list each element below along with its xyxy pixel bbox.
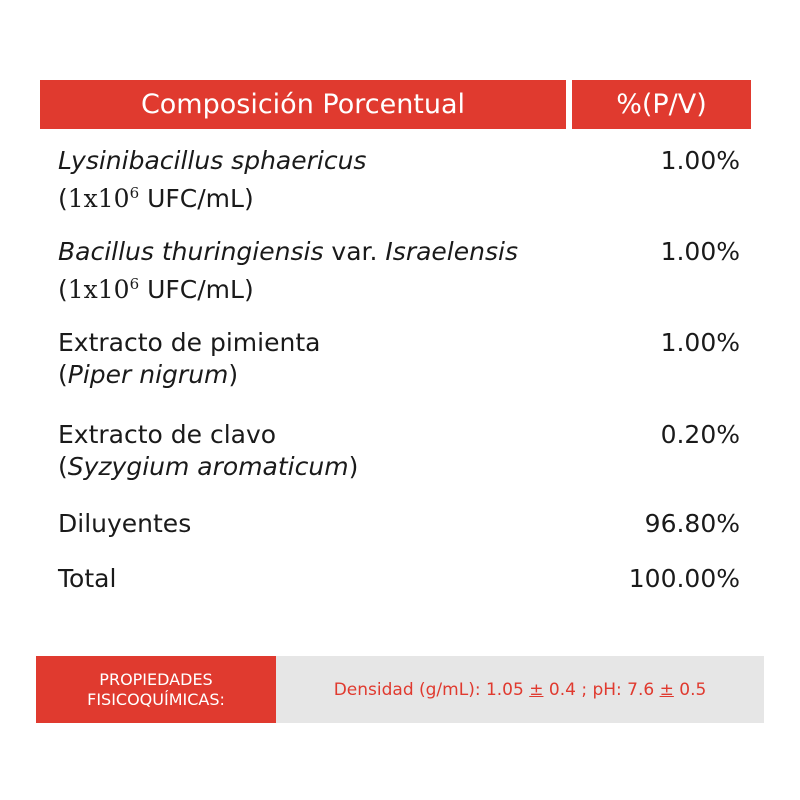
concentration-exponent: 6 bbox=[129, 275, 140, 293]
density-tolerance-ph: 0.4 ; pH: 7.6 bbox=[548, 679, 655, 700]
density-plus-minus: ± bbox=[529, 679, 544, 700]
ingredient-percentage: 96.80% bbox=[644, 509, 740, 538]
ingredient-common-name: Extracto de pimienta bbox=[58, 328, 321, 357]
ingredient-scientific-name: Syzygium aromaticum bbox=[67, 452, 349, 481]
properties-values bbox=[276, 656, 764, 723]
ingredient-name: Lysinibacillus sphaericus ($1x10^6$ UFC/mL) bbox=[58, 146, 367, 213]
density-label: Densidad (g/mL): 1.05 bbox=[333, 679, 524, 700]
physicochemical-properties-bar bbox=[36, 656, 764, 723]
properties-label-box bbox=[36, 656, 276, 723]
percentage-header bbox=[572, 80, 751, 129]
concentration-base: 1x10 bbox=[67, 275, 130, 304]
total-percentage: 100.00% bbox=[628, 564, 740, 593]
concentration-base: 1x10 bbox=[67, 184, 130, 213]
ingredient-scientific-name: Bacillus thuringiensis bbox=[58, 237, 324, 266]
composition-header-label: Composición Porcentual bbox=[140, 89, 466, 120]
ingredient-variety-name: Israelensis bbox=[385, 237, 518, 266]
concentration-exponent: 6 bbox=[129, 184, 140, 202]
ingredient-name: Extracto de clavo (Syzygium aromaticum) bbox=[58, 420, 359, 481]
composition-header bbox=[40, 80, 566, 129]
ingredient-scientific-name: Piper nigrum bbox=[67, 360, 229, 389]
properties-label-line2: FISICOQUÍMICAS: bbox=[87, 689, 225, 709]
properties-label-line1: PROPIEDADES bbox=[99, 669, 213, 689]
percentage-header-label: %(P/V) bbox=[616, 89, 707, 120]
ingredient-name-connector: var. bbox=[331, 237, 378, 266]
ingredient-name: Extracto de pimienta (Piper nigrum) bbox=[58, 328, 321, 389]
total-label: Total bbox=[58, 564, 117, 593]
ingredient-name: Diluyentes bbox=[58, 509, 192, 538]
ph-tolerance: 0.5 bbox=[679, 679, 707, 700]
ingredient-common-name: Extracto de clavo bbox=[58, 420, 277, 449]
ph-plus-minus: ± bbox=[659, 679, 674, 700]
ingredient-percentage: 1.00% bbox=[660, 328, 740, 357]
ingredient-percentage: 1.00% bbox=[660, 146, 740, 175]
concentration-unit: UFC/mL bbox=[147, 275, 244, 304]
ingredient-percentage: 0.20% bbox=[660, 420, 740, 449]
ingredient-name: Bacillus thuringiensis var. Israelensis ($1x10^6$ UFC/mL) bbox=[58, 237, 518, 304]
concentration-unit: UFC/mL bbox=[147, 184, 244, 213]
ingredient-scientific-name: Lysinibacillus sphaericus bbox=[58, 146, 367, 175]
ingredient-percentage: 1.00% bbox=[660, 237, 740, 266]
